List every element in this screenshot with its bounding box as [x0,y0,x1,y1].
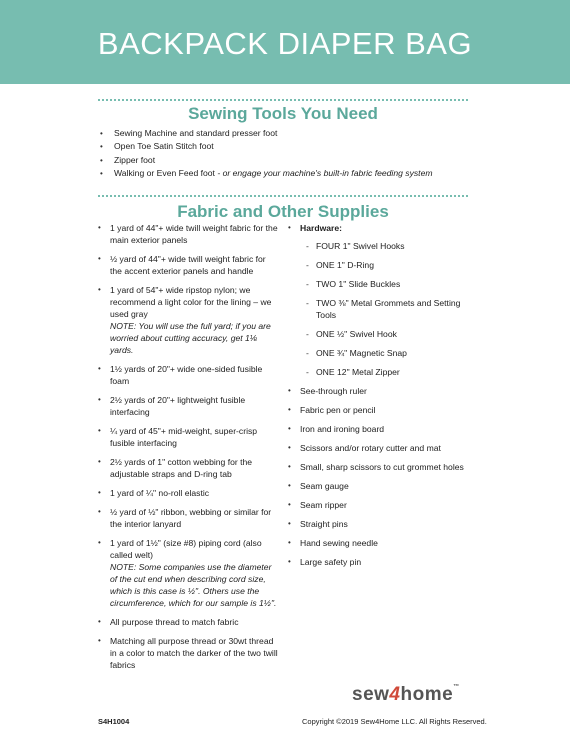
section-title-supplies: Fabric and Other Supplies [177,202,389,221]
bullet-icon: • [98,285,101,294]
list-item: - ONE 12" Metal Zipper [306,367,400,377]
list-item: • See-through ruler [288,386,367,396]
tools-list [98,127,478,180]
bullet-icon: • [98,636,101,645]
bullet-icon: • [98,538,101,547]
bullet-icon: • [100,168,103,178]
list-item: • 1 yard of 1½" (size #8) piping cord (also called welt) NOTE: Some companies use the diameter of the cut end when describing cord size, which is this case is ½". Others use the circumference, which for our sample is 1½". [98,538,277,608]
bullet-icon: • [288,462,291,471]
bullet-icon: • [100,142,103,152]
list-item: • Zipper foot [98,154,478,167]
list-item-hardware [288,222,478,378]
list-item: • All purpose thread to match fabric [98,617,239,627]
divider-middle [98,195,468,197]
bullet-icon: • [98,223,101,232]
hardware-list [300,240,478,378]
sew4home-logo: sew4home™ [352,684,460,705]
bullet-icon: • [288,223,291,232]
list-item: • 1½ yards of 20"+ wide one-sided fusible foam [98,364,263,386]
bullet-icon: • [100,129,103,138]
header-banner [0,0,570,84]
bullet-icon: • [288,405,291,414]
bullet-icon: • [98,488,101,497]
list-item: • Straight pins [288,519,348,529]
list-item: • Fabric pen or pencil [288,405,376,415]
dash-icon: - [306,279,309,289]
hardware-heading: Hardware: [300,223,343,233]
list-item: • Iron and ironing board [288,424,385,434]
bullet-icon: • [288,500,291,509]
copyright-text: Copyright ©2019 Sew4Home LLC. All Rights Reserved. [302,717,487,726]
list-item: • ¼ yard of 45"+ mid-weight, super-crisp fusible interfacing [98,426,258,448]
bullet-icon: • [98,254,101,263]
list-item: • 2½ yards of 1" cotton webbing for the adjustable straps and D-ring tab [98,457,253,479]
section-title-tools: Sewing Tools You Need [188,104,378,123]
bullet-icon: • [98,364,101,373]
dash-icon: - [306,367,309,377]
bullet-icon: • [288,538,291,547]
list-item: - ONE ½" Swivel Hook [306,329,397,339]
list-item: • Scissors and/or rotary cutter and mat [288,443,441,453]
list-item: - FOUR 1" Swivel Hooks [306,241,405,251]
bullet-icon: • [98,507,101,516]
list-item: • Open Toe Satin Stitch foot [98,140,478,153]
list-item: • Sewing Machine and standard presser foot [98,127,478,140]
list-item: • Hand sewing needle [288,538,378,548]
bullet-icon: • [98,395,101,404]
list-item: - TWO ⅜" Metal Grommets and Setting Tools [306,298,461,320]
dash-icon: - [306,241,309,251]
dash-icon: - [306,348,309,358]
list-item: • Small, sharp scissors to cut grommet holes [288,462,464,472]
note-text: NOTE: Some companies use the diameter of the cut end when describing cord size, which is this case is ½". Others use the circumference, which for our sample is 1½". [110,562,277,608]
list-item: • 2½ yards of 20"+ lightweight fusible interfacing [98,395,246,417]
list-item: • Matching all purpose thread or 30wt thread in a color to match the darker of the two twill fabrics [98,636,278,670]
bullet-icon: • [288,557,291,566]
bullet-icon: • [288,443,291,452]
dash-icon: - [306,260,309,270]
dash-icon: - [306,329,309,339]
list-item: • Seam ripper [288,500,347,510]
list-item: - ONE 1" D-Ring [306,260,374,270]
supplies-left-column [98,222,278,678]
list-item: • ½ yard of 44"+ wide twill weight fabric for the accent exterior panels and handle [98,254,266,276]
list-item: • ½ yard of ½" ribbon, webbing or similar for the interior lanyard [98,507,272,529]
list-item: - TWO 1" Slide Buckles [306,279,401,289]
page-title: BACKPACK DIAPER BAG [97,26,473,61]
list-item: • 1 yard of 54"+ wide ripstop nylon; we recommend a light color for the lining – we used gray NOTE: You will use the full yard; if you are worried about cutting accuracy, get 1⅛ yards. [98,284,278,356]
bullet-icon: • [288,424,291,433]
supplies-right-column [288,222,478,575]
note-text: NOTE: You will use the full yard; if you are worried about cutting accuracy, get 1⅛ yards. [110,321,271,355]
divider-top [98,99,468,101]
list-item: • 1 yard of 44"+ wide twill weight fabric for the main exterior panels [98,223,278,245]
bullet-icon: • [288,481,291,490]
bullet-icon: • [288,386,291,395]
list-item: • Walking or Even Feed foot - or engage your machine's built-in fabric feeding system [98,167,478,180]
dash-icon: - [306,298,309,308]
list-item: • Seam gauge [288,481,349,491]
list-item: • 1 yard of ¼" no-roll elastic [98,488,210,498]
list-item: - ONE ¾" Magnetic Snap [306,348,407,358]
list-item: • Large safety pin [288,557,362,567]
bullet-icon: • [98,426,101,435]
bullet-icon: • [98,457,101,466]
document-code: S4H1004 [98,717,130,726]
bullet-icon: • [288,519,291,528]
bullet-icon: • [98,617,101,626]
bullet-icon: • [100,155,103,165]
